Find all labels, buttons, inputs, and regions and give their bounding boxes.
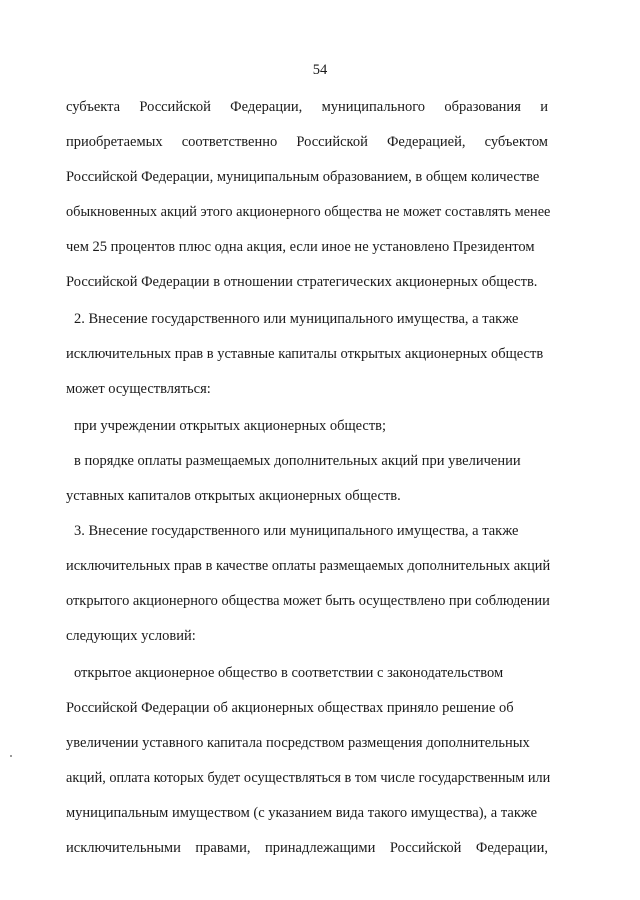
text-line-13: 3. Внесение государственного или муниципального имущества, а также — [74, 523, 519, 539]
word: субъекта — [66, 99, 121, 115]
word: Российской — [296, 134, 368, 150]
text-line-12: уставных капиталов открытых акционерных обществ. — [66, 488, 401, 504]
text-line-10: при учреждении открытых акционерных обществ; — [74, 418, 387, 434]
word: и — [540, 99, 548, 115]
word: образования — [444, 99, 521, 115]
text-line-2 — [66, 133, 548, 151]
word: принадлежащими — [265, 840, 376, 856]
text-line-19: увеличении уставного капитала посредством размещения дополнительных — [66, 735, 530, 751]
text-line-3: Российской Федерации, муниципальным образованием, в общем количестве — [66, 169, 540, 185]
text-line-14: исключительных прав в качестве оплаты размещаемых дополнительных акций — [66, 558, 551, 574]
text-line-8: исключительных прав в уставные капиталы открытых акционерных обществ — [66, 346, 544, 362]
text-line-11: в порядке оплаты размещаемых дополнительных акций при увеличении — [74, 453, 521, 469]
scan-speck — [10, 755, 12, 757]
text-line-22 — [66, 839, 548, 857]
word: Федерации, — [475, 840, 548, 856]
text-line-7: 2. Внесение государственного или муниципального имущества, а также — [74, 311, 519, 327]
text-line-20: акций, оплата которых будет осуществляться в том числе государственным или — [66, 770, 551, 786]
word: Федерации, — [230, 99, 303, 115]
text-line-1 — [66, 98, 548, 116]
word: субъектом — [484, 134, 548, 150]
word: соответственно — [181, 134, 278, 150]
word: Федерацией, — [386, 134, 466, 150]
word: муниципального — [321, 99, 426, 115]
text-line-6: Российской Федерации в отношении стратегических акционерных обществ. — [66, 274, 538, 290]
text-line-16: следующих условий: — [66, 628, 196, 644]
word: правами, — [195, 840, 251, 856]
text-line-18: Российской Федерации об акционерных обществах приняло решение об — [66, 700, 514, 716]
text-line-17: открытое акционерное общество в соответствии с законодательством — [74, 665, 504, 681]
text-line-4: обыкновенных акций этого акционерного общества не может составлять менее — [66, 204, 551, 220]
text-line-9: может осуществляться: — [66, 381, 211, 397]
text-line-5: чем 25 процентов плюс одна акция, если иное не установлено Президентом — [66, 239, 535, 255]
page-number: 54 — [312, 62, 328, 78]
text-line-21: муниципальным имуществом (с указанием вида такого имущества), а также — [66, 805, 538, 821]
word: приобретаемых — [66, 134, 163, 150]
word: Российской — [389, 840, 462, 856]
word: исключительными — [66, 840, 181, 856]
word: Российской — [139, 99, 211, 115]
text-line-15: открытого акционерного общества может быть осуществлено при соблюдении — [66, 593, 550, 609]
